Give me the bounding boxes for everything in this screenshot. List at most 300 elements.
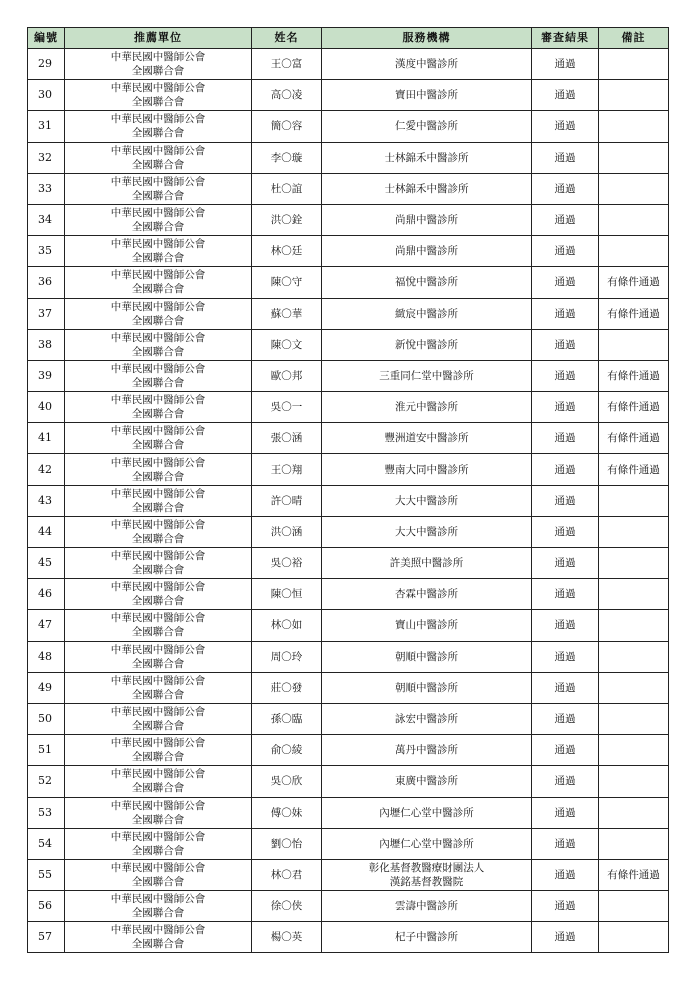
recommending-unit-cell [65, 267, 252, 298]
recommending-unit-line: 全國聯合會 [131, 813, 185, 826]
recommending-unit-line: 中華民國中醫師公會 [110, 830, 206, 843]
recommending-unit-line: 全國聯合會 [131, 720, 185, 733]
review-result: 通過 [532, 797, 599, 828]
table-row [28, 298, 669, 329]
recommending-unit-cell [65, 548, 252, 579]
remark [599, 204, 669, 235]
table-row [28, 392, 669, 423]
review-result: 通過 [532, 204, 599, 235]
review-result: 通過 [532, 267, 599, 298]
remark [599, 80, 669, 111]
row-number: 38 [28, 329, 65, 360]
review-result: 通過 [532, 485, 599, 516]
table-row [28, 173, 669, 204]
remark [599, 111, 669, 142]
service-institution-line: 朝順中醫診所 [395, 650, 458, 663]
row-number: 30 [28, 80, 65, 111]
review-result: 通過 [532, 610, 599, 641]
service-institution-line: 漢銘基督教醫院 [389, 875, 464, 888]
service-institution-cell [322, 735, 532, 766]
recommending-unit-cell [65, 610, 252, 641]
recommending-unit-line: 中華民國中醫師公會 [110, 113, 206, 126]
table-row [28, 516, 669, 547]
row-number: 39 [28, 360, 65, 391]
review-result: 通過 [532, 859, 599, 890]
row-number: 40 [28, 392, 65, 423]
review-result: 通過 [532, 548, 599, 579]
service-institution-cell [322, 891, 532, 922]
service-institution-line: 詠宏中醫診所 [395, 713, 458, 726]
person-name: 張〇涵 [252, 423, 322, 454]
person-name: 陳〇文 [252, 329, 322, 360]
recommending-unit-line: 中華民國中醫師公會 [110, 550, 206, 563]
recommending-unit-line: 全國聯合會 [131, 626, 185, 639]
service-institution-line: 東廣中醫診所 [395, 775, 458, 788]
table-row [28, 548, 669, 579]
service-institution-line: 內壢仁心堂中醫診所 [379, 837, 474, 850]
service-institution-line: 士林錦禾中醫診所 [384, 151, 469, 164]
recommending-unit-line: 中華民國中醫師公會 [110, 487, 206, 500]
service-institution-line: 內壢仁心堂中醫診所 [379, 806, 474, 819]
recommending-unit-line: 中華民國中醫師公會 [110, 238, 206, 251]
review-result: 通過 [532, 922, 599, 953]
recommending-unit-line: 中華民國中醫師公會 [110, 207, 206, 220]
service-institution-cell [322, 111, 532, 142]
service-institution-cell [322, 579, 532, 610]
person-name: 劉〇怡 [252, 828, 322, 859]
review-result: 通過 [532, 735, 599, 766]
person-name: 傅〇妹 [252, 797, 322, 828]
recommending-unit-cell [65, 579, 252, 610]
recommending-unit-line: 全國聯合會 [131, 376, 185, 389]
person-name: 王〇富 [252, 49, 322, 80]
table-row [28, 142, 669, 173]
service-institution-cell [322, 298, 532, 329]
review-result: 通過 [532, 80, 599, 111]
remark [599, 766, 669, 797]
review-result: 通過 [532, 703, 599, 734]
service-institution-cell [322, 392, 532, 423]
remark [599, 516, 669, 547]
service-institution-line: 彰化基督教醫療財團法人 [368, 861, 485, 874]
recommending-unit-line: 全國聯合會 [131, 96, 185, 109]
service-institution-cell [322, 204, 532, 235]
service-institution-line: 豐洲道安中醫診所 [384, 432, 469, 445]
recommending-unit-line: 全國聯合會 [131, 345, 185, 358]
review-result: 通過 [532, 766, 599, 797]
person-name: 徐〇侠 [252, 891, 322, 922]
row-number: 56 [28, 891, 65, 922]
table-body [28, 49, 669, 953]
review-result: 通過 [532, 423, 599, 454]
table-header-row [28, 28, 669, 49]
row-number: 45 [28, 548, 65, 579]
recommending-unit-cell [65, 49, 252, 80]
service-institution-line: 朝順中醫診所 [395, 681, 458, 694]
service-institution-cell [322, 360, 532, 391]
recommending-unit-line: 全國聯合會 [131, 439, 185, 452]
service-institution-line: 三重同仁堂中醫診所 [379, 369, 474, 382]
recommending-unit-line: 全國聯合會 [131, 844, 185, 857]
person-name: 李〇璇 [252, 142, 322, 173]
recommending-unit-line: 全國聯合會 [131, 751, 185, 764]
service-institution-line: 萬丹中醫診所 [395, 744, 458, 757]
row-number: 37 [28, 298, 65, 329]
service-institution-cell [322, 267, 532, 298]
recommending-unit-line: 中華民國中醫師公會 [110, 269, 206, 282]
remark: 有條件通過 [599, 454, 669, 485]
recommending-unit-cell [65, 329, 252, 360]
remark [599, 891, 669, 922]
recommending-unit-line: 全國聯合會 [131, 875, 185, 888]
recommending-unit-line: 全國聯合會 [131, 907, 185, 920]
recommending-unit-line: 中華民國中醫師公會 [110, 861, 206, 874]
recommending-unit-line: 全國聯合會 [131, 470, 185, 483]
recommending-unit-line: 中華民國中醫師公會 [110, 331, 206, 344]
recommending-unit-line: 中華民國中醫師公會 [110, 799, 206, 812]
header-name: 姓名 [252, 28, 322, 49]
service-institution-cell [322, 485, 532, 516]
remark [599, 49, 669, 80]
review-result: 通過 [532, 516, 599, 547]
service-institution-cell [322, 672, 532, 703]
header-number: 編號 [28, 28, 65, 49]
person-name: 陳〇守 [252, 267, 322, 298]
service-institution-line: 士林錦禾中醫診所 [384, 182, 469, 195]
remark [599, 579, 669, 610]
remark [599, 610, 669, 641]
row-number: 55 [28, 859, 65, 890]
recommending-unit-line: 全國聯合會 [131, 252, 185, 265]
remark: 有條件通過 [599, 859, 669, 890]
header-remark: 備註 [599, 28, 669, 49]
person-name: 高〇凌 [252, 80, 322, 111]
service-institution-line: 新悅中醫診所 [395, 338, 458, 351]
table-row [28, 267, 669, 298]
remark [599, 173, 669, 204]
row-number: 42 [28, 454, 65, 485]
recommending-unit-cell [65, 80, 252, 111]
recommending-unit-cell [65, 641, 252, 672]
recommending-unit-line: 中華民國中醫師公會 [110, 144, 206, 157]
service-institution-cell [322, 766, 532, 797]
row-number: 52 [28, 766, 65, 797]
recommending-unit-line: 中華民國中醫師公會 [110, 924, 206, 937]
service-institution-cell [322, 142, 532, 173]
remark [599, 329, 669, 360]
recommending-unit-cell [65, 891, 252, 922]
remark [599, 735, 669, 766]
review-result: 通過 [532, 360, 599, 391]
person-name: 洪〇銓 [252, 204, 322, 235]
row-number: 32 [28, 142, 65, 173]
review-result: 通過 [532, 142, 599, 173]
table-row [28, 828, 669, 859]
row-number: 34 [28, 204, 65, 235]
row-number: 54 [28, 828, 65, 859]
service-institution-cell [322, 173, 532, 204]
recommending-unit-cell [65, 797, 252, 828]
service-institution-cell [322, 859, 532, 890]
table-row [28, 859, 669, 890]
service-institution-line: 緻宸中醫診所 [395, 307, 458, 320]
service-institution-line: 許美照中醫診所 [389, 557, 464, 570]
service-institution-cell [322, 423, 532, 454]
recommending-unit-line: 全國聯合會 [131, 688, 185, 701]
recommending-unit-cell [65, 828, 252, 859]
service-institution-cell [322, 329, 532, 360]
remark: 有條件通過 [599, 423, 669, 454]
review-result: 通過 [532, 392, 599, 423]
table-row [28, 610, 669, 641]
recommending-unit-line: 全國聯合會 [131, 782, 185, 795]
recommending-unit-cell [65, 360, 252, 391]
recommending-unit-line: 中華民國中醫師公會 [110, 518, 206, 531]
review-result: 通過 [532, 891, 599, 922]
remark [599, 142, 669, 173]
row-number: 29 [28, 49, 65, 80]
service-institution-cell [322, 548, 532, 579]
person-name: 洪〇涵 [252, 516, 322, 547]
table-row [28, 735, 669, 766]
service-institution-line: 漢度中醫診所 [395, 58, 458, 71]
recommending-unit-cell [65, 423, 252, 454]
service-institution-line: 尚鼎中醫診所 [395, 245, 458, 258]
recommending-unit-cell [65, 766, 252, 797]
recommending-unit-line: 中華民國中醫師公會 [110, 581, 206, 594]
recommending-unit-cell [65, 672, 252, 703]
service-institution-cell [322, 610, 532, 641]
recommending-unit-line: 全國聯合會 [131, 408, 185, 421]
table-row [28, 703, 669, 734]
row-number: 53 [28, 797, 65, 828]
service-institution-line: 豐南大同中醫診所 [384, 463, 469, 476]
service-institution-line: 大大中醫診所 [395, 525, 458, 538]
row-number: 46 [28, 579, 65, 610]
person-name: 吳〇裕 [252, 548, 322, 579]
person-name: 周〇玲 [252, 641, 322, 672]
row-number: 50 [28, 703, 65, 734]
remark [599, 672, 669, 703]
recommending-unit-cell [65, 735, 252, 766]
recommending-unit-line: 中華民國中醫師公會 [110, 394, 206, 407]
table-row [28, 423, 669, 454]
review-results-table [27, 27, 669, 953]
review-result: 通過 [532, 298, 599, 329]
header-recommending-unit: 推薦單位 [65, 28, 252, 49]
recommending-unit-line: 全國聯合會 [131, 532, 185, 545]
row-number: 51 [28, 735, 65, 766]
recommending-unit-line: 中華民國中醫師公會 [110, 893, 206, 906]
remark [599, 548, 669, 579]
recommending-unit-line: 全國聯合會 [131, 938, 185, 951]
person-name: 許〇晴 [252, 485, 322, 516]
recommending-unit-line: 中華民國中醫師公會 [110, 643, 206, 656]
person-name: 楊〇英 [252, 922, 322, 953]
review-result: 通過 [532, 579, 599, 610]
service-institution-cell [322, 516, 532, 547]
review-result: 通過 [532, 329, 599, 360]
review-result: 通過 [532, 173, 599, 204]
recommending-unit-cell [65, 392, 252, 423]
service-institution-line: 福悅中醫診所 [395, 276, 458, 289]
recommending-unit-cell [65, 236, 252, 267]
recommending-unit-cell [65, 703, 252, 734]
recommending-unit-line: 全國聯合會 [131, 65, 185, 78]
person-name: 林〇廷 [252, 236, 322, 267]
review-result: 通過 [532, 828, 599, 859]
recommending-unit-cell [65, 922, 252, 953]
person-name: 林〇如 [252, 610, 322, 641]
service-institution-cell [322, 49, 532, 80]
remark [599, 485, 669, 516]
service-institution-cell [322, 454, 532, 485]
recommending-unit-line: 中華民國中醫師公會 [110, 456, 206, 469]
recommending-unit-cell [65, 142, 252, 173]
remark [599, 641, 669, 672]
header-service-institution: 服務機構 [322, 28, 532, 49]
table-row [28, 891, 669, 922]
table-row [28, 360, 669, 391]
table-row [28, 329, 669, 360]
recommending-unit-cell [65, 859, 252, 890]
recommending-unit-line: 中華民國中醫師公會 [110, 362, 206, 375]
remark: 有條件通過 [599, 267, 669, 298]
person-name: 歐〇邦 [252, 360, 322, 391]
service-institution-line: 杏霖中醫診所 [395, 588, 458, 601]
service-institution-cell [322, 236, 532, 267]
recommending-unit-line: 全國聯合會 [131, 158, 185, 171]
row-number: 35 [28, 236, 65, 267]
service-institution-line: 仁愛中醫診所 [395, 120, 458, 133]
table-row [28, 922, 669, 953]
row-number: 48 [28, 641, 65, 672]
remark [599, 797, 669, 828]
person-name: 吳〇一 [252, 392, 322, 423]
service-institution-cell [322, 828, 532, 859]
recommending-unit-line: 中華民國中醫師公會 [110, 425, 206, 438]
recommending-unit-cell [65, 204, 252, 235]
table-row [28, 111, 669, 142]
recommending-unit-line: 全國聯合會 [131, 189, 185, 202]
recommending-unit-line: 中華民國中醫師公會 [110, 612, 206, 625]
row-number: 36 [28, 267, 65, 298]
table-row [28, 766, 669, 797]
recommending-unit-line: 中華民國中醫師公會 [110, 674, 206, 687]
review-result: 通過 [532, 111, 599, 142]
recommending-unit-line: 全國聯合會 [131, 127, 185, 140]
recommending-unit-cell [65, 485, 252, 516]
table-row [28, 454, 669, 485]
recommending-unit-line: 全國聯合會 [131, 657, 185, 670]
recommending-unit-cell [65, 111, 252, 142]
table-row [28, 204, 669, 235]
recommending-unit-cell [65, 298, 252, 329]
remark [599, 828, 669, 859]
service-institution-cell [322, 703, 532, 734]
remark [599, 922, 669, 953]
service-institution-line: 淮元中醫診所 [395, 401, 458, 414]
recommending-unit-line: 全國聯合會 [131, 283, 185, 296]
person-name: 杜〇誼 [252, 173, 322, 204]
review-result: 通過 [532, 236, 599, 267]
person-name: 吳〇欣 [252, 766, 322, 797]
row-number: 31 [28, 111, 65, 142]
recommending-unit-line: 中華民國中醫師公會 [110, 175, 206, 188]
recommending-unit-cell [65, 516, 252, 547]
recommending-unit-cell [65, 173, 252, 204]
remark: 有條件通過 [599, 392, 669, 423]
document-page [27, 27, 668, 953]
service-institution-line: 杞子中醫診所 [395, 931, 458, 944]
review-result: 通過 [532, 454, 599, 485]
recommending-unit-line: 中華民國中醫師公會 [110, 82, 206, 95]
row-number: 43 [28, 485, 65, 516]
person-name: 莊〇發 [252, 672, 322, 703]
row-number: 33 [28, 173, 65, 204]
header-review-result: 審查結果 [532, 28, 599, 49]
recommending-unit-line: 中華民國中醫師公會 [110, 300, 206, 313]
row-number: 44 [28, 516, 65, 547]
service-institution-cell [322, 80, 532, 111]
person-name: 簡〇容 [252, 111, 322, 142]
table-row [28, 641, 669, 672]
service-institution-line: 寶田中醫診所 [395, 89, 458, 102]
table-row [28, 236, 669, 267]
review-result: 通過 [532, 672, 599, 703]
person-name: 蘇〇華 [252, 298, 322, 329]
row-number: 49 [28, 672, 65, 703]
recommending-unit-line: 中華民國中醫師公會 [110, 51, 206, 64]
table-row [28, 80, 669, 111]
recommending-unit-line: 全國聯合會 [131, 314, 185, 327]
table-row [28, 579, 669, 610]
service-institution-line: 寶山中醫診所 [395, 619, 458, 632]
recommending-unit-line: 中華民國中醫師公會 [110, 768, 206, 781]
recommending-unit-line: 全國聯合會 [131, 564, 185, 577]
table-row [28, 49, 669, 80]
row-number: 47 [28, 610, 65, 641]
remark [599, 703, 669, 734]
table-row [28, 797, 669, 828]
review-result: 通過 [532, 641, 599, 672]
recommending-unit-line: 全國聯合會 [131, 221, 185, 234]
review-result: 通過 [532, 49, 599, 80]
service-institution-line: 雲濤中醫診所 [395, 900, 458, 913]
service-institution-line: 尚鼎中醫診所 [395, 214, 458, 227]
row-number: 57 [28, 922, 65, 953]
person-name: 俞〇綾 [252, 735, 322, 766]
service-institution-line: 大大中醫診所 [395, 494, 458, 507]
recommending-unit-line: 中華民國中醫師公會 [110, 706, 206, 719]
person-name: 孫〇臨 [252, 703, 322, 734]
recommending-unit-cell [65, 454, 252, 485]
recommending-unit-line: 全國聯合會 [131, 595, 185, 608]
service-institution-cell [322, 922, 532, 953]
remark [599, 236, 669, 267]
recommending-unit-line: 中華民國中醫師公會 [110, 737, 206, 750]
table-row [28, 672, 669, 703]
table-row [28, 485, 669, 516]
person-name: 林〇君 [252, 859, 322, 890]
remark: 有條件通過 [599, 360, 669, 391]
person-name: 陳〇恒 [252, 579, 322, 610]
remark: 有條件通過 [599, 298, 669, 329]
recommending-unit-line: 全國聯合會 [131, 501, 185, 514]
service-institution-cell [322, 641, 532, 672]
row-number: 41 [28, 423, 65, 454]
service-institution-cell [322, 797, 532, 828]
